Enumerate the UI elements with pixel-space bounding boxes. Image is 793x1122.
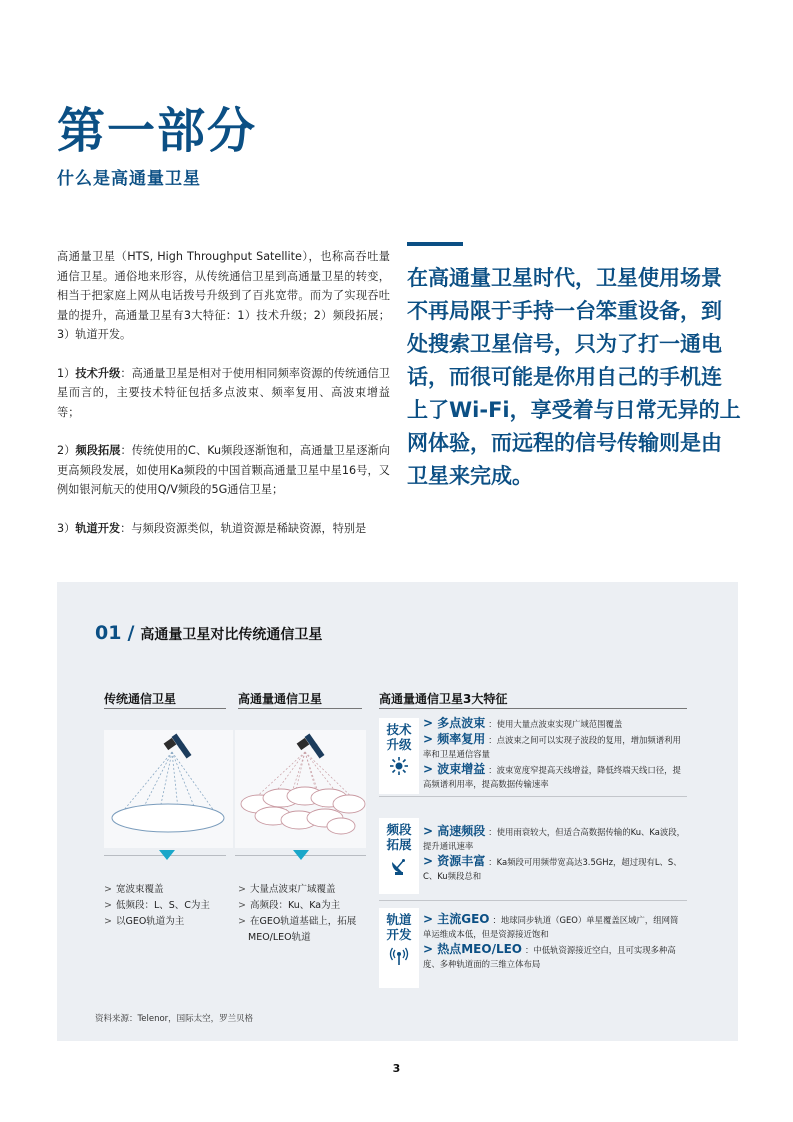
p3-text: ：与频段资源类似，轨道资源是稀缺资源，特别是	[120, 521, 367, 535]
p2-text: ：传统使用的C、Ku频段逐渐饱和，高通量卫星逐渐向更高频段发展，如使用Ka频段的中国首颗高通量卫星中星16号，又例如银河航天的使用Q/V频段的5G通信卫星；	[57, 444, 390, 496]
signal-tower-icon	[389, 946, 409, 966]
feature-tag	[379, 908, 419, 988]
satellite-icon	[164, 734, 192, 759]
traditional-satellite-illustration	[104, 730, 233, 848]
bullet-text: 在GEO轨道基础上，拓展MEO/LEO轨道	[248, 916, 357, 943]
satellite-dish-icon	[389, 856, 409, 876]
feature-text: ：中低轨资源接近空白，且可实现多种高度、多种轨道面的三维立体布局	[423, 945, 676, 969]
tag-label: 轨道	[386, 912, 412, 927]
bullet-text: 低频段：L、S、C为主	[115, 900, 210, 911]
list-item: > 频率复用 ：点波束之间可以实现子波段的复用，增加频谱利用率和卫星通信容量	[423, 732, 681, 759]
bullet-text: 大量点波束广域覆盖	[249, 884, 336, 895]
feature-text: ：Ka频段可用频带宽高达3.5GHz，超过现有L、S、C、Ku频段总和	[423, 857, 682, 881]
source-note: 资料来源：Telenor，国际太空，罗兰贝格	[95, 1014, 254, 1024]
feature-keyword: 频率复用	[437, 732, 486, 746]
bullet-text: 以GEO轨道为主	[115, 916, 185, 927]
feature-text: ：波束宽度窄提高天线增益，降低终端天线口径，提高频谱利用率，提高数据传输速率	[423, 765, 681, 789]
list-item: > 高速频段 ：使用雨衰较大，但适合高数据传输的Ku、Ka波段，提升通讯速率	[423, 824, 685, 851]
pull-quote: 在高通量卫星时代，卫星使用场景不再局限于手持一台笨重设备，到处搜索卫星信号，只为了打一通电话，而很可能是你用自己的手机连上了Wi-Fi，享受着与日常无异的上网体验，而远程的信号传输则是由卫星来完成。	[407, 266, 741, 488]
beam-icon	[389, 756, 409, 776]
tag-label: 拓展	[386, 837, 412, 852]
feature-paragraph-2	[57, 441, 390, 500]
feature-tag	[379, 818, 419, 894]
panel-title	[95, 622, 322, 644]
list-item: > 波束增益 ：波束宽度窄提高天线增益，降低终端天线口径，提高频谱利用率，提高数据传输速率	[423, 762, 681, 789]
feature-row-tech	[379, 714, 687, 796]
feature-keyword: 主流GEO	[437, 912, 490, 926]
col-head-line	[379, 708, 687, 709]
feature-text: ：地球同步轨道（GEO）单星覆盖区域广，组网简单运维成本低，但是资源接近饱和	[423, 915, 679, 939]
list-item: > 宽波束覆盖	[104, 884, 164, 895]
list-item: > 资源丰富 ：Ka频段可用频带宽高达3.5GHz，超过现有L、S、C、Ku频段总和	[423, 854, 682, 881]
feature-keyword: 高速频段	[437, 824, 486, 838]
intro-paragraph: 高通量卫星（HTS, High Throughput Satellite），也称高吞吐量通信卫星。通俗地来形容，从传统通信卫星到高通量卫星的转变，相当于把家庭上网从电话拨号升级到了百兆宽带。而为了实现吞吐量的提升，高通量卫星有3大特征：1）技术升级；2）频段拓展；3）轨道开发。	[57, 250, 390, 341]
feature-row-band	[379, 806, 687, 896]
feature-text: ：使用雨衰较大，但适合高数据传输的Ku、Ka波段，提升通讯速率	[423, 827, 685, 851]
list-item: > 低频段：L、S、C为主	[104, 900, 210, 911]
col-head-line	[238, 708, 362, 709]
chevron-down-icon	[159, 850, 175, 862]
tag-label: 技术	[386, 722, 412, 737]
hts-satellite-illustration	[235, 730, 366, 848]
p3-prefix: 3）	[57, 521, 76, 535]
panel-slash: /	[127, 622, 135, 644]
panel-title-text: 高通量卫星对比传统通信卫星	[140, 627, 323, 643]
row-divider	[379, 796, 687, 797]
feature-row-orbit	[379, 906, 687, 996]
row-divider	[379, 900, 687, 901]
traditional-bullets	[104, 882, 229, 930]
section-title: 第一部分	[57, 103, 258, 159]
section-subtitle: 什么是高通量卫星	[57, 169, 201, 189]
list-item: > 大量点波束广域覆盖	[238, 884, 336, 895]
feature-keyword: 资源丰富	[437, 854, 486, 868]
tag-label: 升级	[386, 737, 412, 752]
body-text	[57, 247, 390, 557]
feature-keyword: 热点MEO/LEO	[437, 942, 523, 956]
hts-bullets	[238, 882, 366, 946]
quote-accent-bar	[407, 242, 463, 246]
list-item: > 以GEO轨道为主	[104, 916, 185, 927]
feature-text: ：使用大量点波束实现广域范围覆盖	[488, 719, 623, 729]
col-head-hts: 高通量通信卫星	[238, 692, 323, 706]
feature-keyword: 多点波束	[437, 716, 486, 730]
feature-items	[423, 716, 685, 792]
feature-paragraph-3	[57, 519, 390, 539]
comparison-panel	[57, 582, 738, 1041]
feature-items	[423, 912, 685, 972]
col-head-line	[104, 708, 226, 709]
p1-prefix: 1）	[57, 366, 76, 380]
feature-keyword: 波束增益	[437, 762, 486, 776]
tag-label: 频段	[386, 822, 412, 837]
bullet-text: 高频段：Ku、Ka为主	[249, 900, 341, 911]
page-number: 3	[392, 1062, 401, 1075]
p2-prefix: 2）	[57, 444, 76, 457]
list-item: > 热点MEO/LEO ：中低轨资源接近空白，且可实现多种高度、多种轨道面的三维立体布局	[423, 942, 676, 969]
feature-text: ：点波束之间可以实现子波段的复用，增加频谱利用率和卫星通信容量	[423, 735, 681, 759]
list-item: > 高频段：Ku、Ka为主	[238, 900, 341, 911]
p3-keyword: 轨道开发	[75, 521, 121, 535]
p1-keyword: 技术升级	[75, 366, 121, 380]
chevron-down-icon	[293, 850, 309, 862]
col-head-features: 高通量通信卫星3大特征	[379, 692, 508, 706]
panel-number: 01	[95, 622, 122, 644]
p1-text: ：高通量卫星是相对于使用相同频率资源的传统通信卫星而言的，主要技术特征包括多点波束、频率复用、高波束增益等；	[57, 366, 390, 419]
feature-tag	[379, 718, 419, 794]
list-item: > 多点波束 ：使用大量点波束实现广域范围覆盖	[423, 716, 623, 730]
list-item: > 在GEO轨道基础上，拓展MEO/LEO轨道	[238, 916, 357, 943]
list-item: > 主流GEO ：地球同步轨道（GEO）单星覆盖区域广，组网简单运维成本低，但是资源接近饱和	[423, 912, 679, 939]
feature-items	[423, 824, 685, 884]
col-head-traditional: 传统通信卫星	[104, 692, 177, 706]
p2-keyword: 频段拓展	[75, 444, 121, 457]
bullet-text: 宽波束覆盖	[115, 884, 164, 895]
satellite-icon	[297, 734, 325, 759]
tag-label: 开发	[386, 927, 412, 942]
feature-paragraph-1	[57, 364, 390, 423]
